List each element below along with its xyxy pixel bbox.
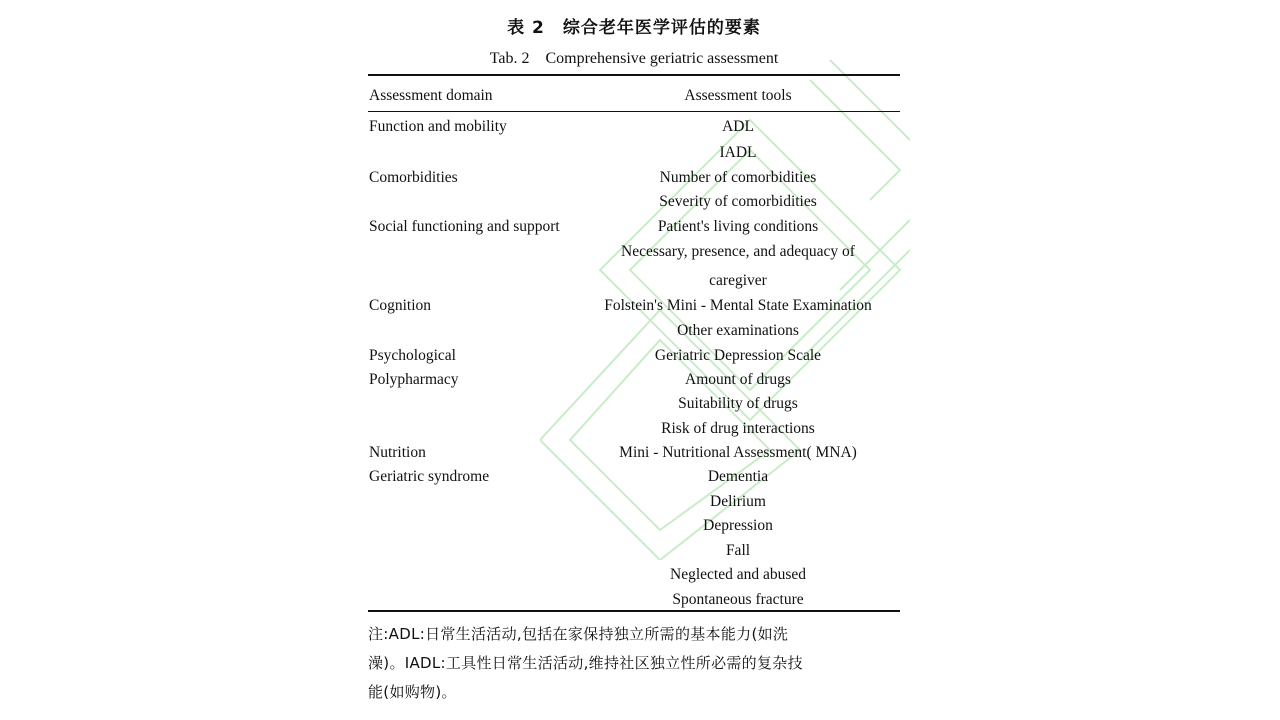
tool-cell: Severity of comorbidities xyxy=(659,193,817,210)
column-header-tools: Assessment tools xyxy=(684,87,792,104)
table-bottom-rule xyxy=(368,610,900,612)
domain-cell: Comorbidities xyxy=(369,169,458,186)
tool-cell: Number of comorbidities xyxy=(659,169,817,186)
tool-cell: Depression xyxy=(703,517,773,534)
domain-cell: Geriatric syndrome xyxy=(369,468,490,485)
tool-cell: Necessary, presence, and adequacy of xyxy=(621,243,855,260)
table-title-chinese: 表 2 综合老年医学评估的要素 xyxy=(507,18,761,38)
tool-cell: Mini - Nutritional Assessment( MNA) xyxy=(619,444,857,461)
table-header-rule xyxy=(368,111,900,112)
tool-cell: Other examinations xyxy=(677,322,799,339)
tool-cell: Risk of drug interactions xyxy=(661,420,815,437)
tool-cell: Amount of drugs xyxy=(685,371,791,388)
tool-cell: ADL xyxy=(722,118,754,135)
table-footnote xyxy=(368,620,902,707)
tool-cell: Spontaneous fracture xyxy=(672,591,804,608)
tool-cell: Geriatric Depression Scale xyxy=(654,347,822,364)
tool-cell: Fall xyxy=(725,542,751,559)
tool-cell: Patient's living conditions xyxy=(657,218,819,235)
tool-cell: Dementia xyxy=(707,468,769,485)
domain-cell: Nutrition xyxy=(369,444,426,461)
tool-cell: Delirium xyxy=(710,493,766,510)
tool-cell: caregiver xyxy=(709,272,767,289)
domain-cell: Cognition xyxy=(369,297,432,314)
footnote-line: 能(如购物)。 xyxy=(368,683,457,701)
table-title-english: Tab. 2 Comprehensive geriatric assessment xyxy=(489,50,779,67)
table-top-rule xyxy=(368,74,900,76)
tool-cell: Neglected and abused xyxy=(670,566,806,583)
column-header-domain: Assessment domain xyxy=(369,87,493,104)
tool-cell: Folstein's Mini - Mental State Examination xyxy=(604,297,872,314)
domain-cell: Function and mobility xyxy=(369,118,507,135)
footnote-line: 注:ADL:日常生活活动,包括在家保持独立所需的基本能力(如洗 xyxy=(368,625,789,643)
domain-cell: Social functioning and support xyxy=(369,218,560,235)
tool-cell: IADL xyxy=(719,144,757,161)
tool-cell: Suitability of drugs xyxy=(678,395,798,412)
domain-cell: Polypharmacy xyxy=(369,371,459,388)
footnote-line: 澡)。IADL:工具性日常生活活动,维持社区独立性所必需的复杂技 xyxy=(368,654,803,672)
domain-cell: Psychological xyxy=(369,347,456,364)
